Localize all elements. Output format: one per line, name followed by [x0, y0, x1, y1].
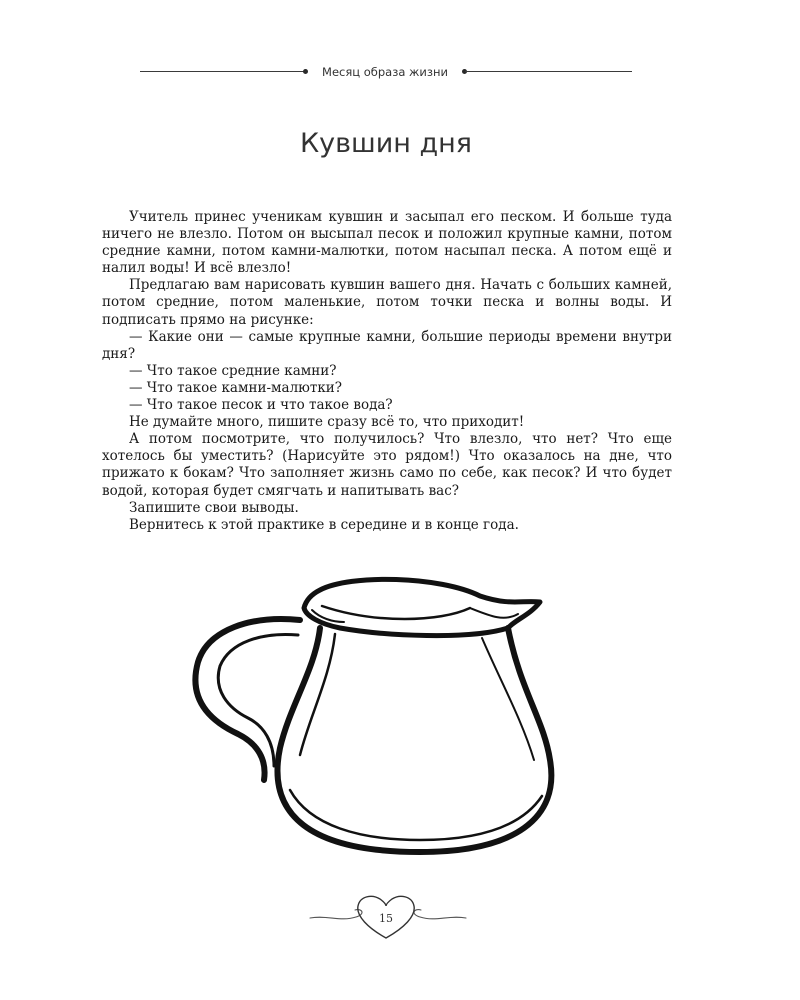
- dialogue-line: — Что такое камни-малютки?: [129, 379, 343, 396]
- paragraph: Предлагаю вам нарисовать кувшин вашего дня. Начать с больших камней, потом средние, потом маленькие, потом точки песка и волны воды. И подписать прямо на рисунке:: [102, 277, 672, 328]
- jug-rim: [304, 579, 540, 635]
- dialogue-line: — Что такое песок и что такое вода?: [129, 397, 393, 414]
- paragraph: Вернитесь к этой практике в середине и в конце года.: [129, 516, 519, 533]
- running-header-title: Месяц образа жизни: [322, 65, 448, 79]
- ornament-swirl-right: [414, 910, 466, 919]
- header-dot-left-icon: [303, 69, 308, 74]
- jug-illustration: [170, 570, 570, 870]
- page-title: Кувшин дня: [299, 128, 473, 159]
- body-text: [102, 209, 672, 534]
- ornament-swirl-left: [310, 910, 362, 919]
- paragraph: Запишите свои выводы.: [129, 499, 299, 516]
- header-rule-left: [140, 71, 305, 72]
- header-rule-right: [465, 71, 632, 72]
- footer-ornament: [308, 888, 468, 948]
- paragraph: Учитель принес ученикам кувшин и засыпал его песком. И больше туда ничего не влезло. Потом он высыпал песок и положил крупные камни, потом средние камни, потом камни-малютки, потом насыпал песка. А потом ещё и налил воды! И всё влезло!: [102, 209, 672, 277]
- jug-handle: [195, 619, 300, 780]
- paragraph: А потом посмотрите, что получилось? Что влезло, что нет? Что еще хотелось бы уместить? (Нарисуйте это рядом!) Что оказалось на дне, что прижато к бокам? Что заполняет жизнь само по себе, как песок? И что будет водой, которая будет смягчать и напитывать вас?: [102, 431, 672, 499]
- page-number: 15: [379, 912, 393, 925]
- dialogue-line: — Что такое средние камни?: [129, 362, 337, 379]
- dialogue-line: — Какие они — самые крупные камни, большие периоды времени внутри дня?: [102, 328, 672, 362]
- paragraph: Не думайте много, пишите сразу всё то, что приходит!: [129, 414, 525, 431]
- jug-body: [277, 628, 551, 852]
- running-header: [140, 62, 632, 82]
